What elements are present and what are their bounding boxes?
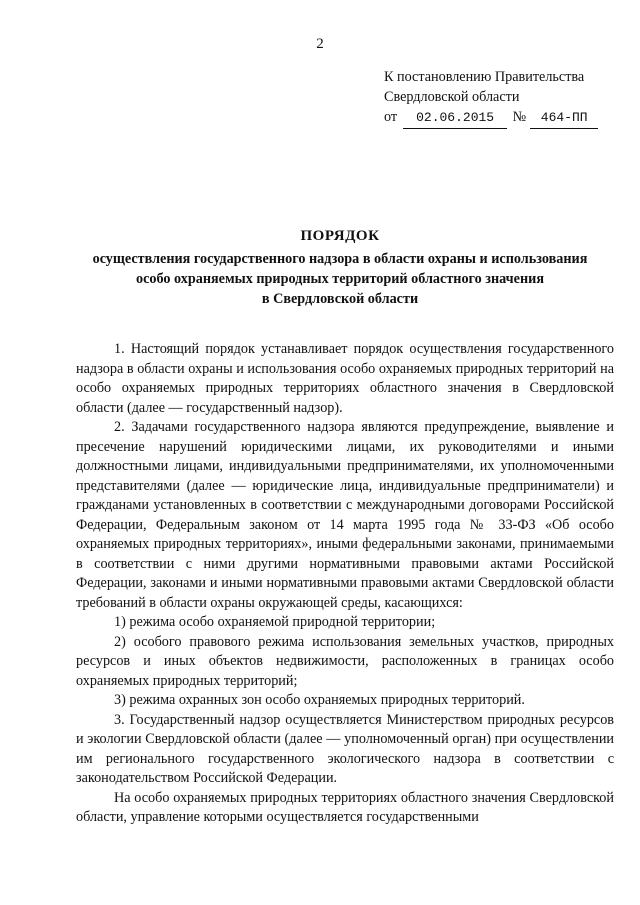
page-number: 2: [316, 36, 324, 52]
annex-line-2: Свердловской области: [384, 89, 520, 105]
annex-number: 464-ПП: [530, 108, 598, 129]
title-line-1: осуществления государственного надзора в области охраны и использования: [92, 251, 588, 267]
title-line-2: особо охраняемых природных территорий областного значения: [135, 271, 545, 287]
paragraph-2: 2. Задачами государственного надзора являются предупреждение, выявление и пресечение нарушений юридическими лицами, их руководителями и иными должностными лицами, индивидуальными предпринимателями, их уполномоченными представителями (далее — юридические лица, индивидуальные предприниматели) и гражданами установленных в соответствии с международными договорами Российской Федерации, Федеральным законом от 14 марта 1995 года № 33-ФЗ «Об особо охраняемых природных территориях», иными федеральными законами, принимаемыми в соответствии с ними другими нормативными правовыми актами Российской Федерации, законами и иными нормативными правовыми актами Свердловской области требований в области охраны окружающей среды, касающихся:: [76, 419, 614, 611]
title-line-3: в Свердловской области: [261, 291, 419, 307]
paragraph-4: На особо охраняемых природных территориях областного значения Свердловской области, управление которыми осуществляется государственными: [76, 789, 614, 825]
paragraph-3: 3. Государственный надзор осуществляется Министерством природных ресурсов и экологии Свердловской области (далее — уполномоченный орган) при осуществлении им регионального государственного экологического надзора в соответствии с законодательством Российской Федерации.: [76, 711, 614, 786]
paragraph-1: 1. Настоящий порядок устанавливает порядок осуществления государственного надзора в области охраны и использования особо охраняемых природных территорий на особо охраняемых природных территориях областного значения в Свердловской области (далее — государственный надзор).: [76, 341, 614, 416]
annex-date: 02.06.2015: [403, 108, 507, 129]
annex-line-1: К постановлению Правительства: [384, 69, 585, 85]
document-title: [60, 226, 620, 309]
paragraph-2-item-3: 3) режима охранных зон особо охраняемых природных территорий.: [114, 692, 525, 708]
paragraph-2-item-1: 1) режима особо охраняемой природной территории;: [114, 614, 436, 630]
annex-reference: [384, 67, 598, 129]
annex-from-label: от: [384, 109, 398, 125]
paragraph-2-item-2: 2) особого правового режима использования земельных участков, природных ресурсов и иных объектов недвижимости, расположенных в границах особо охраняемых природных территорий;: [76, 633, 614, 689]
annex-date-number-line: [384, 107, 598, 129]
annex-number-label: №: [512, 109, 527, 125]
title-heading: ПОРЯДОК: [300, 228, 380, 244]
document-body: [76, 340, 614, 828]
